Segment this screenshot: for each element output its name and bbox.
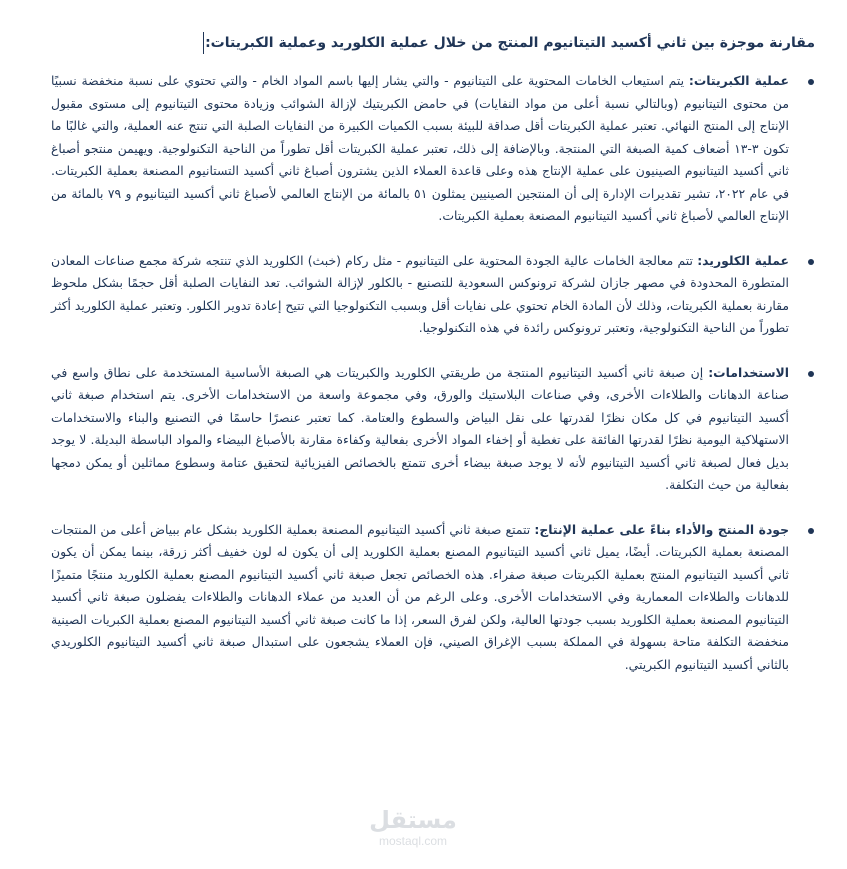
list-item-term: الاستخدامات: xyxy=(708,364,789,380)
bullet-icon xyxy=(808,528,814,534)
list-item-uses xyxy=(23,362,823,497)
list-item-text: إن صبغة ثاني أكسيد التيتانيوم المنتجة من طريقتي الكلوريد والكبريتات هي الصبغة الأساسية المستخدمة على نطاق واسع في صناعة الدهانات والطلاءات الأخرى، وفي صناعات البلاستيك والورق، وفي مجموعة واسعة من الاستخدامات الأخرى. يتم استخدام صبغة ثاني أكسيد التيتانيوم في كل مكان نظرًا لقدرتها على نقل البياض والسطوع والعتامة. كما تعتبر عنصرًا حاسمًا في التصنيع والبناء والاستخدامات الاستهلاكية اليومية نظرًا لقدرتها الفائقة على تغطية أو إخفاء المواد الأخرى بفعالية وكفاءة مقارنة بالأصباغ البيضاء والمواد الباسطة البديلة. لا يوجد بديل فعال لصبغة ثاني أكسيد التيتانيوم لأنه لا يوجد صبغة بيضاء أخرى تتمتع بالخصائص الفيزيائية لتحقيق عتامة وسطوع مماثلين أو يمكن دمجها بفعالية من حيث التكلفة. xyxy=(51,364,789,492)
watermark-latin: mostaql.com xyxy=(378,834,448,848)
list-item-text: تتمتع صبغة ثاني أكسيد التيتانيوم المصنعة بعملية الكلوريد بشكل عام ببياض أعلى من المنتجات المصنعة بعملية الكبريتات. أيضًا، يميل ثاني أكسيد التيتانيوم المصنع بعملية الكلوريد إلى أن يكون له لون خفيف أكثر زرقة، بينما يمكن أن يكون ثاني أكسيد التيتانيوم المنتج بعملية الكبريتات صبغة صفراء. هذه الخصائص تجعل صبغة ثاني أكسيد التيتانيوم المصنع بعملية الكلوريد منتجًا متميزًا للدهانات والطلاءات المعمارية وفي الاستخدامات الأخرى. وعلى الرغم من أن العديد من عملاء الدهانات والطلاءات يفضلون صبغة ثاني أكسيد التيتانيوم المصنعة بعملية الكلوريد بسبب جودتها العالية، ولكن لفرق السعر، إذا ما كانت صبغة ثاني أكسيد التيتانيوم المصنع بعملية الكبريات الصينية منخفضة التكلفة متاحة بسهولة في المملكة بسبب الإغراق الصيني، فإن العملاء يشجعون على استبدال صبغة ثاني أكسيد التيتانيوم الكلوريدي بالثاني أكسيد التيتانيوم الكبريتي. xyxy=(51,521,789,672)
watermark-arabic: مستقل xyxy=(369,806,457,834)
list-item-chloride-process xyxy=(23,250,823,340)
mostaql-watermark xyxy=(358,806,468,854)
bullet-icon xyxy=(808,371,814,377)
list-item-term: عملية الكبريتات: xyxy=(688,73,790,88)
document xyxy=(23,32,823,698)
list-item-text: تتم معالجة الخامات عالية الجودة المحتوية على التيتانيوم - مثل ركام (خبث) الكلوريد الذي تنتجه شركة مجمع صناعات المعادن المتطورة المحدودة في مصهر جازان لشركة ترونوكس السعودية للتصنيع - بالكلور لإزالة الشوائب. تعد النفايات الصلبة أقل حجمًا بشكل ملحوظ مقارنة بعملية الكبريتات، وذلك لأن المادة الخام تحتوي على نفايات أقل وبسبب التكنولوجيا التي تتيح إعادة تدوير الكلور. وتعتبر عملية الكلوريد أكثر تطوراً من الناحية التكنولوجية، وتعتبر ترونوكس رائدة في هذه التكنولوجيا. xyxy=(51,252,789,335)
bullet-icon xyxy=(808,79,814,85)
document-heading: مقارنة موجزة بين ثاني أكسيد التيتانيوم المنتج من خلال عملية الكلوريد وعملية الكبريتات: xyxy=(203,32,815,54)
list-item-sulfate-process xyxy=(23,70,823,228)
list-item-quality xyxy=(23,519,823,677)
list-item-term: جودة المنتج والأداء بناءً على عملية الإنتاج: xyxy=(534,521,789,537)
bullet-list xyxy=(23,70,823,676)
list-item-text: يتم استيعاب الخامات المحتوية على التيتانيوم - والتي يشار إليها باسم المواد الخام - والتي تحتوي على نسبة منخفضة نسبيًا من محتوى التيتانيوم (وبالتالي نسبة أعلى من مواد النفايات) في حامض الكبريتيك لإزالة الشوائب وزيادة محتوى التيتانيوم إلى مستوى مقبول الإنتاج إلى المنتج النهائي. تعتبر عملية الكبريتات أقل صداقة للبيئة بسبب الكميات الكبيرة من النفايات الصلبة التي تنتج عنه العملية، والتي غالبًا ما تكون ٣-١٣ أضعاف كمية الصبغة التي المنتجة. وبالإضافة إلى ذلك، تعتبر عملية الكبريتات أقل تطوراً من الناحية التكنولوجية. ويهيمن منتجو أصباغ ثاني أكسيد التيتانيوم الصينيون على عملية الإنتاج هذه وعلى قاعدة العملاء الذين يشترون أصباغ ثاني أكسيد التستانيوم المصنعة بعملية الكبريتات. في عام ٢٠٢٢، تشير تقديرات الإدارة إلى أن المنتجين الصينيين يمثلون ٥١ بالمائة من الإنتاج العالمي لأصباغ ثاني أكسيد التيتانيوم و ٧٩ بالمائة من الإنتاج العالمي لأصباغ ثاني أكسيد التيتانيوم المصنعة بعملية الكبريتات. xyxy=(51,73,790,223)
bullet-icon xyxy=(808,259,814,265)
list-item-term: عملية الكلوريد: xyxy=(697,252,790,268)
